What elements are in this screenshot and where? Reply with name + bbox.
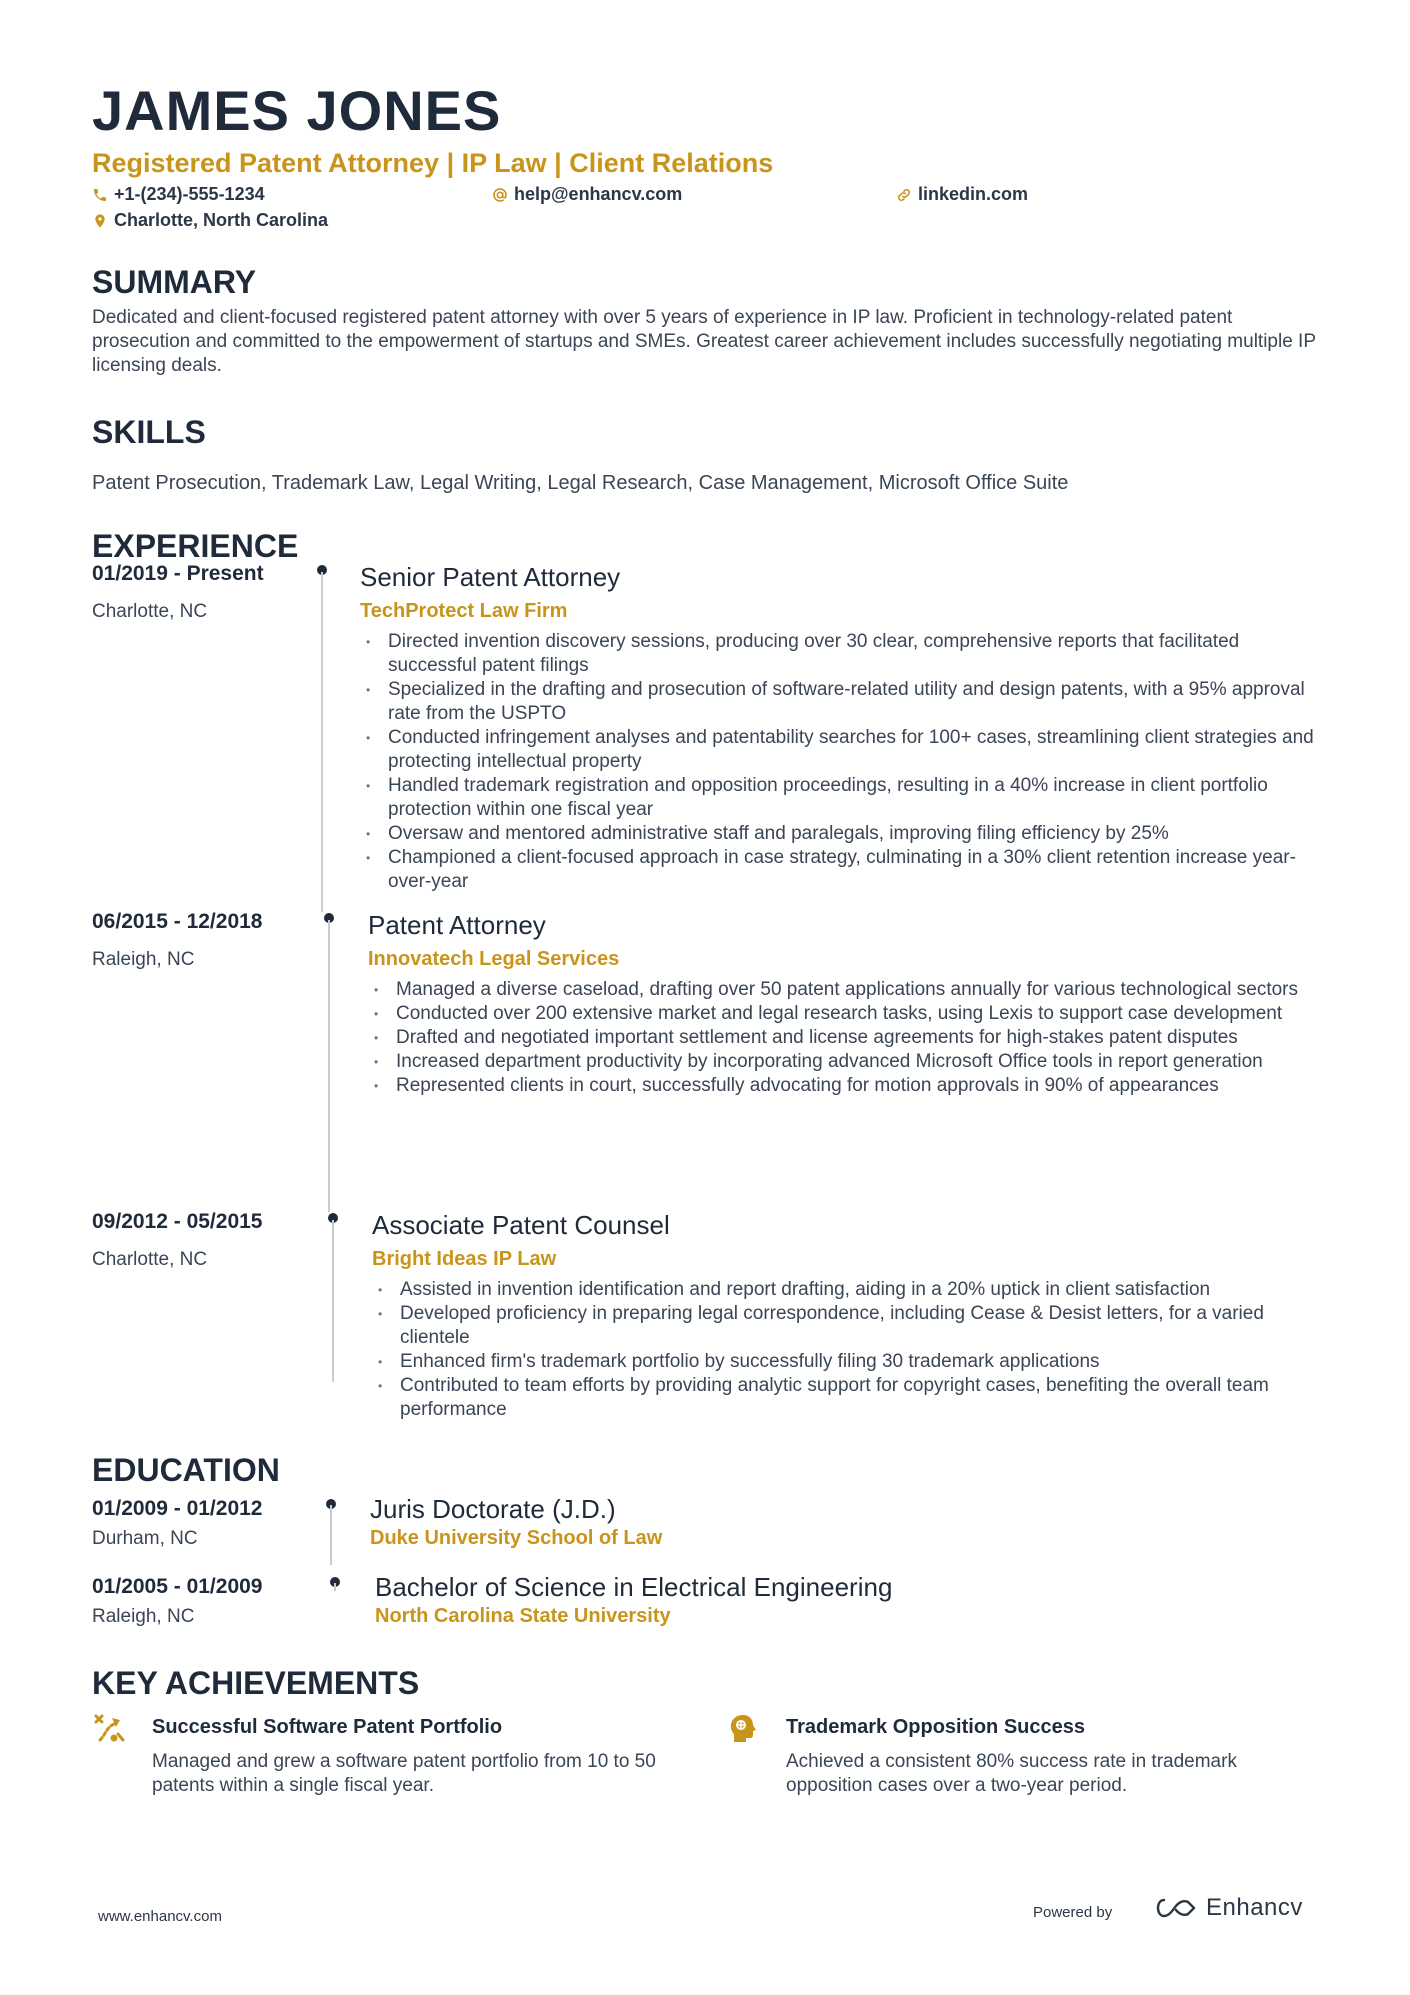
list-item: • Handled trademark registration and opposition proceedings, resulting in a 40% increase in client portfolio protection within one fiscal year xyxy=(360,774,1320,822)
experience-company: Bright Ideas IP Law xyxy=(372,1248,557,1270)
head-brain-icon xyxy=(726,1712,760,1746)
achievement-title: Successful Software Patent Portfolio xyxy=(152,1716,503,1738)
education-school: Duke University School of Law xyxy=(370,1527,663,1549)
achievement-description: Managed and grew a software patent portfolio from 10 to 50 patents within a single fiscal year. xyxy=(152,1751,656,1796)
list-item: • Drafted and negotiated important settlement and license agreements for high-stakes patent disputes xyxy=(368,1026,1328,1050)
skills-text: Patent Prosecution, Trademark Law, Legal Writing, Legal Research, Case Management, Microsoft Office Suite xyxy=(92,472,1069,494)
location-text: Charlotte, North Carolina xyxy=(114,210,329,230)
education-location: Durham, NC xyxy=(92,1528,198,1549)
experience-entry xyxy=(92,560,1332,900)
timeline-line xyxy=(328,920,330,1212)
list-item: • Increased department productivity by incorporating advanced Microsoft Office tools in report generation xyxy=(368,1050,1328,1074)
timeline-line xyxy=(321,572,323,912)
list-item: • Oversaw and mentored administrative staff and paralegals, improving filing efficiency by 25% xyxy=(360,822,1320,846)
enhancv-logo-text: Enhancv xyxy=(1206,1894,1303,1921)
phone-icon xyxy=(92,187,108,203)
education-entry xyxy=(92,1573,1332,1643)
achievement-title: Trademark Opposition Success xyxy=(786,1716,1085,1738)
experience-date: 09/2012 - 05/2015 xyxy=(92,1210,263,1233)
experience-bullets xyxy=(372,1278,1332,1422)
experience-date: 01/2019 - Present xyxy=(92,562,264,585)
timeline-line xyxy=(330,1505,332,1565)
list-item: • Directed invention discovery sessions, producing over 30 clear, comprehensive reports that facilitated successful patent filings xyxy=(360,630,1320,678)
footer-website-link[interactable]: www.enhancv.com xyxy=(98,1908,222,1925)
education-school: North Carolina State University xyxy=(375,1605,671,1627)
experience-heading: EXPERIENCE xyxy=(92,528,299,564)
education-location: Raleigh, NC xyxy=(92,1606,195,1627)
experience-location: Charlotte, NC xyxy=(92,601,208,622)
education-date: 01/2005 - 01/2009 xyxy=(92,1575,263,1598)
experience-role: Associate Patent Counsel xyxy=(372,1210,670,1240)
education-heading: EDUCATION xyxy=(92,1452,280,1488)
skills-section xyxy=(92,412,1328,496)
list-item: • Enhanced firm's trademark portfolio by successfully filing 30 trademark applications xyxy=(372,1350,1332,1374)
education-entry xyxy=(92,1495,1332,1565)
candidate-name: JAMES JONES xyxy=(92,79,502,142)
phone-text: +1-(234)-555-1234 xyxy=(114,184,265,204)
list-item: • Represented clients in court, successfully advocating for motion approvals in 90% of appearances xyxy=(368,1074,1328,1098)
experience-location: Charlotte, NC xyxy=(92,1249,208,1270)
list-item: • Specialized in the drafting and prosecution of software-related utility and design patents, with a 95% approval rate from the USPTO xyxy=(360,678,1320,726)
skills-heading: SKILLS xyxy=(92,414,206,450)
experience-bullets xyxy=(360,630,1320,894)
enhancv-logo[interactable] xyxy=(1152,1894,1303,1922)
summary-heading: SUMMARY xyxy=(92,264,257,300)
footer-powered-by: Powered by xyxy=(1033,1904,1113,1921)
achievements-heading: KEY ACHIEVEMENTS xyxy=(92,1665,420,1701)
location-pin-icon xyxy=(92,213,108,229)
education-degree: Bachelor of Science in Electrical Engineering xyxy=(375,1572,893,1602)
experience-location: Raleigh, NC xyxy=(92,949,195,970)
linkedin-contact[interactable] xyxy=(896,184,1028,205)
experience-role: Patent Attorney xyxy=(368,910,546,940)
education-degree: Juris Doctorate (J.D.) xyxy=(370,1494,616,1524)
list-item: • Developed proficiency in preparing legal correspondence, including Cease & Desist letters, for a varied clientele xyxy=(372,1302,1332,1350)
phone-contact[interactable] xyxy=(92,184,265,205)
experience-company: Innovatech Legal Services xyxy=(368,948,620,970)
link-icon xyxy=(896,187,912,203)
education-date: 01/2009 - 01/2012 xyxy=(92,1497,263,1520)
experience-entry xyxy=(92,908,1332,1208)
experience-bullets xyxy=(368,978,1328,1098)
candidate-subtitle: Registered Patent Attorney | IP Law | Client Relations xyxy=(92,148,774,178)
list-item: • Championed a client-focused approach in case strategy, culminating in a 30% client retention increase year-over-year xyxy=(360,846,1320,894)
resume-page xyxy=(92,78,1328,566)
list-item: • Conducted infringement analyses and patentability searches for 100+ cases, streamlining client strategies and protecting intellectual property xyxy=(360,726,1320,774)
list-item: • Managed a diverse caseload, drafting over 50 patent applications annually for various technological sectors xyxy=(368,978,1328,1002)
experience-entry xyxy=(92,1208,1332,1438)
contact-info xyxy=(92,184,1328,236)
list-item: • Conducted over 200 extensive market and legal research tasks, using Lexis to support case development xyxy=(368,1002,1328,1026)
location-contact xyxy=(92,210,328,231)
experience-date: 06/2015 - 12/2018 xyxy=(92,910,263,933)
experience-role: Senior Patent Attorney xyxy=(360,562,621,592)
timeline-line xyxy=(332,1220,334,1382)
list-item: • Assisted in invention identification and report drafting, aiding in a 20% uptick in client satisfaction xyxy=(372,1278,1332,1302)
experience-company: TechProtect Law Firm xyxy=(360,600,568,622)
linkedin-text: linkedin.com xyxy=(918,184,1029,204)
email-contact[interactable] xyxy=(492,184,682,205)
timeline-line xyxy=(334,1583,336,1591)
email-text: help@enhancv.com xyxy=(514,184,683,204)
at-icon xyxy=(492,187,508,203)
summary-section xyxy=(92,262,1328,378)
summary-text: Dedicated and client-focused registered patent attorney with over 5 years of experience in IP law. Proficient in technology-related patent prosecution and committed to the empowerment of startups and SMEs. Greatest career achievement includes successfully negotiating multiple IP licensing deals. xyxy=(92,307,1316,376)
enhancv-logo-icon xyxy=(1152,1896,1198,1920)
achievement-description: Achieved a consistent 80% success rate in trademark opposition cases over a two-year period. xyxy=(786,1751,1237,1796)
strategy-icon xyxy=(92,1712,126,1746)
list-item: • Contributed to team efforts by providing analytic support for copyright cases, benefiting the overall team performance xyxy=(372,1374,1332,1422)
